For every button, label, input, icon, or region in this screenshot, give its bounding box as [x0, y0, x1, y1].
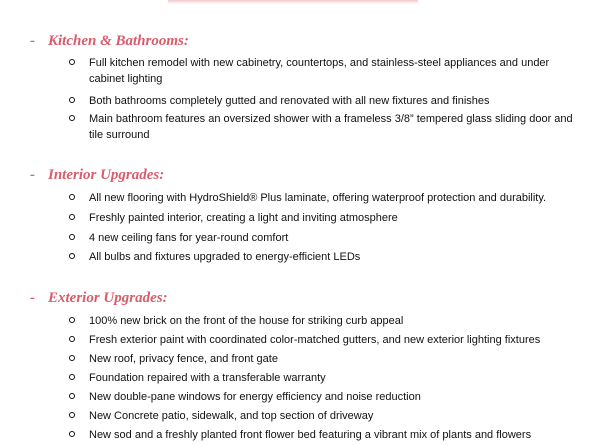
list-item-text: New roof, privacy fence, and front gate — [89, 353, 278, 365]
hollow-bullet-icon — [69, 115, 75, 121]
list-item-text: Freshly painted interior, creating a light and inviting atmosphere — [89, 212, 398, 224]
hollow-bullet-icon — [69, 234, 75, 240]
list-item-text: Full kitchen remodel with new cabinetry, countertops, and stainless-steel appliances and under cabinet lighting — [89, 57, 550, 85]
hollow-bullet-icon — [69, 253, 75, 259]
cut-off-title-fragment — [0, 0, 594, 4]
list-item-text: New sod and a freshly planted front flower bed featuring a vibrant mix of plants and flowers — [89, 429, 532, 441]
hollow-bullet-icon — [69, 336, 75, 342]
heading-marker: - — [30, 33, 35, 49]
hollow-bullet-icon — [69, 374, 75, 380]
section-heading — [30, 166, 164, 184]
hollow-bullet-icon — [69, 355, 75, 361]
list-item-text: All new flooring with HydroShield® Plus laminate, offering waterproof protection and durability. — [89, 192, 547, 204]
section-title: Interior Upgrades: — [48, 167, 165, 183]
list-item-text: All bulbs and fixtures upgraded to energy-efficient LEDs — [89, 251, 361, 263]
hollow-bullet-icon — [69, 214, 75, 220]
list-item-text: Foundation repaired with a transferable warranty — [89, 372, 326, 384]
list-item-text: New double-pane windows for energy efficiency and noise reduction — [89, 391, 421, 403]
list-item-text: 4 new ceiling fans for year-round comfort — [89, 232, 289, 244]
hollow-bullet-icon — [69, 194, 75, 200]
list-item-text: 100% new brick on the front of the house for striking curb appeal — [89, 315, 404, 327]
hollow-bullet-icon — [69, 317, 75, 323]
list-item-text: Main bathroom features an oversized shower with a frameless 3/8” tempered glass sliding door and tile surround — [89, 113, 573, 141]
list-item-text: Both bathrooms completely gutted and renovated with all new fixtures and finishes — [89, 95, 490, 107]
hollow-bullet-icon — [69, 431, 75, 437]
section-title: Exterior Upgrades: — [48, 290, 168, 306]
hollow-bullet-icon — [69, 59, 75, 65]
section-heading — [30, 32, 189, 50]
list-item-text: Fresh exterior paint with coordinated color-matched gutters, and new exterior lighting fixtures — [89, 334, 541, 346]
section-heading — [30, 289, 168, 307]
list-item-text: New Concrete patio, sidewalk, and top section of driveway — [89, 410, 374, 422]
section-title: Kitchen & Bathrooms: — [48, 33, 189, 49]
hollow-bullet-icon — [69, 412, 75, 418]
hollow-bullet-icon — [69, 97, 75, 103]
heading-marker: - — [30, 290, 35, 306]
heading-marker: - — [30, 167, 35, 183]
hollow-bullet-icon — [69, 393, 75, 399]
